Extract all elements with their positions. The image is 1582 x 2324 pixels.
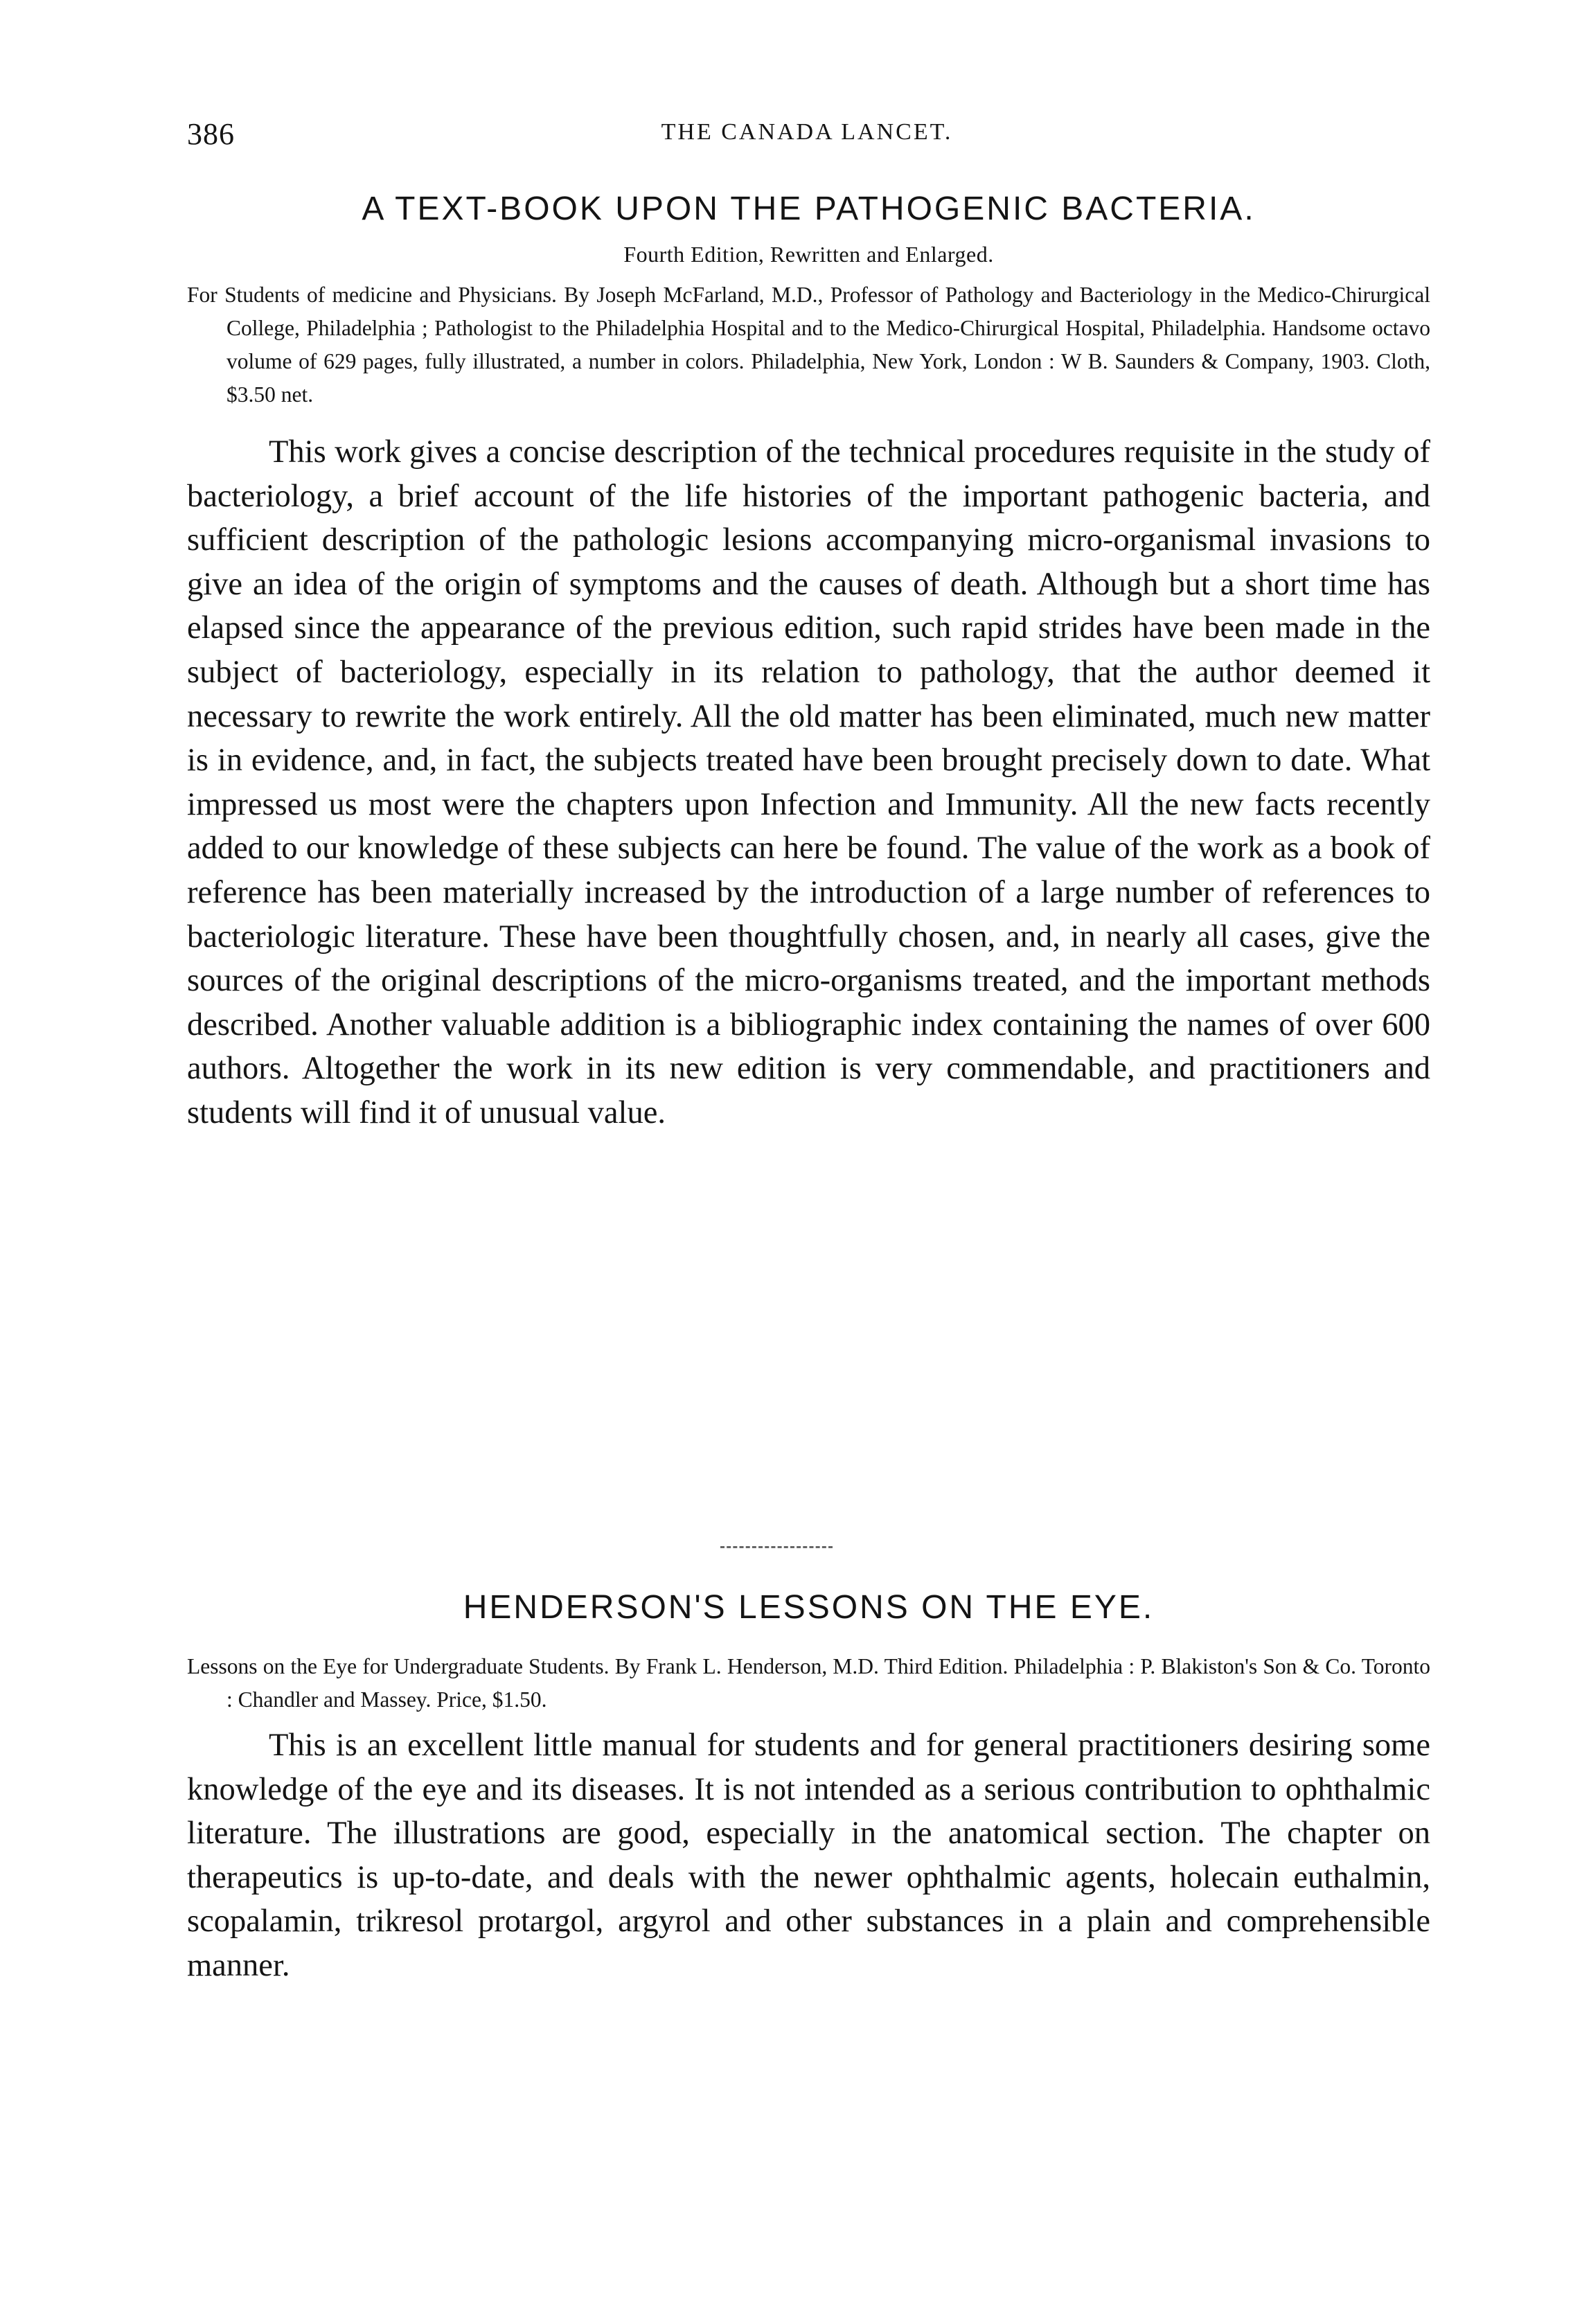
review-title: A TEXT-BOOK UPON THE PATHOGENIC BACTERIA. (362, 190, 1256, 227)
running-head (187, 116, 1427, 158)
page-number: 386 (187, 117, 235, 151)
book-citation: Lessons on the Eye for Undergraduate Students. By Frank L. Henderson, M.D. Third Edition. Philadelphia : P. Blakiston's Son & Co. Toronto : Chandler and Massey. Price, $1.50. (187, 1654, 1430, 1712)
section-divider (720, 1546, 833, 1548)
edition-note: Fourth Edition, Rewritten and Enlarged. (623, 242, 994, 267)
review-title: HENDERSON'S LESSONS ON THE EYE. (463, 1589, 1155, 1626)
review-lessons-on-the-eye (187, 1588, 1430, 1988)
journal-title: THE CANADA LANCET. (661, 119, 953, 145)
review-body: This is an excellent little manual for students and for general practitioners desiring some knowledge of the eye and its diseases. It is not intended as a serious contribution to ophthalmic literature. The illustrations are good, especially in the anatomical section. The chapter on therapeutics is up-to-date, and deals with the newer ophthalmic agents, holecain euthalmin, scopalamin, trikresol protargol, argyrol and other substances in a plain and comprehensible manner. (187, 1728, 1430, 1983)
review-pathogenic-bacteria (187, 190, 1430, 1135)
review-body: This work gives a concise description of the technical procedures requisite in the study of bacteriology, a brief account of the life histories of the important pathogenic bacteria, and sufficient description of the pathologic lesions accompanying micro-organismal invasions to give an idea of the origin of symptoms and the causes of death. Although but a short time has elapsed since the appearance of the previous edition, such rapid strides have been made in the subject of bacteriology, especially in its relation to pathology, that the author deemed it necessary to rewrite the work entirely. All the old matter has been eliminated, much new matter is in evidence, and, in fact, the subjects treated have been brought precisely down to date. What impressed us most were the chapters upon Infection and Immunity. All the new facts recently added to our knowledge of these subjects can here be found. The value of the work as a book of reference has been materially increased by the introduction of a large number of references to bacteriologic literature. These have been thoughtfully chosen, and, in nearly all cases, give the sources of the original descriptions of the micro-organisms treated, and the important methods described. Another valuable addition is a bibliographic index containing the names of over 600 authors. Altogether the work in its new edition is very commendable, and practitioners and students will find it of unusual value. (187, 434, 1430, 1130)
book-citation: For Students of medicine and Physicians. By Joseph McFarland, M.D., Professor of Pathology and Bacteriology in the Medico-Chirurgical College, Philadelphia ; Pathologist to the Philadelphia Hospital and to the Medico-Chirurgical Hospital, Philadelphia. Handsome octavo volume of 629 pages, fully illustrated, a number in colors. Philadelphia, New York, London : W B. Saunders & Company, 1903. Cloth, $3.50 net. (187, 283, 1430, 407)
